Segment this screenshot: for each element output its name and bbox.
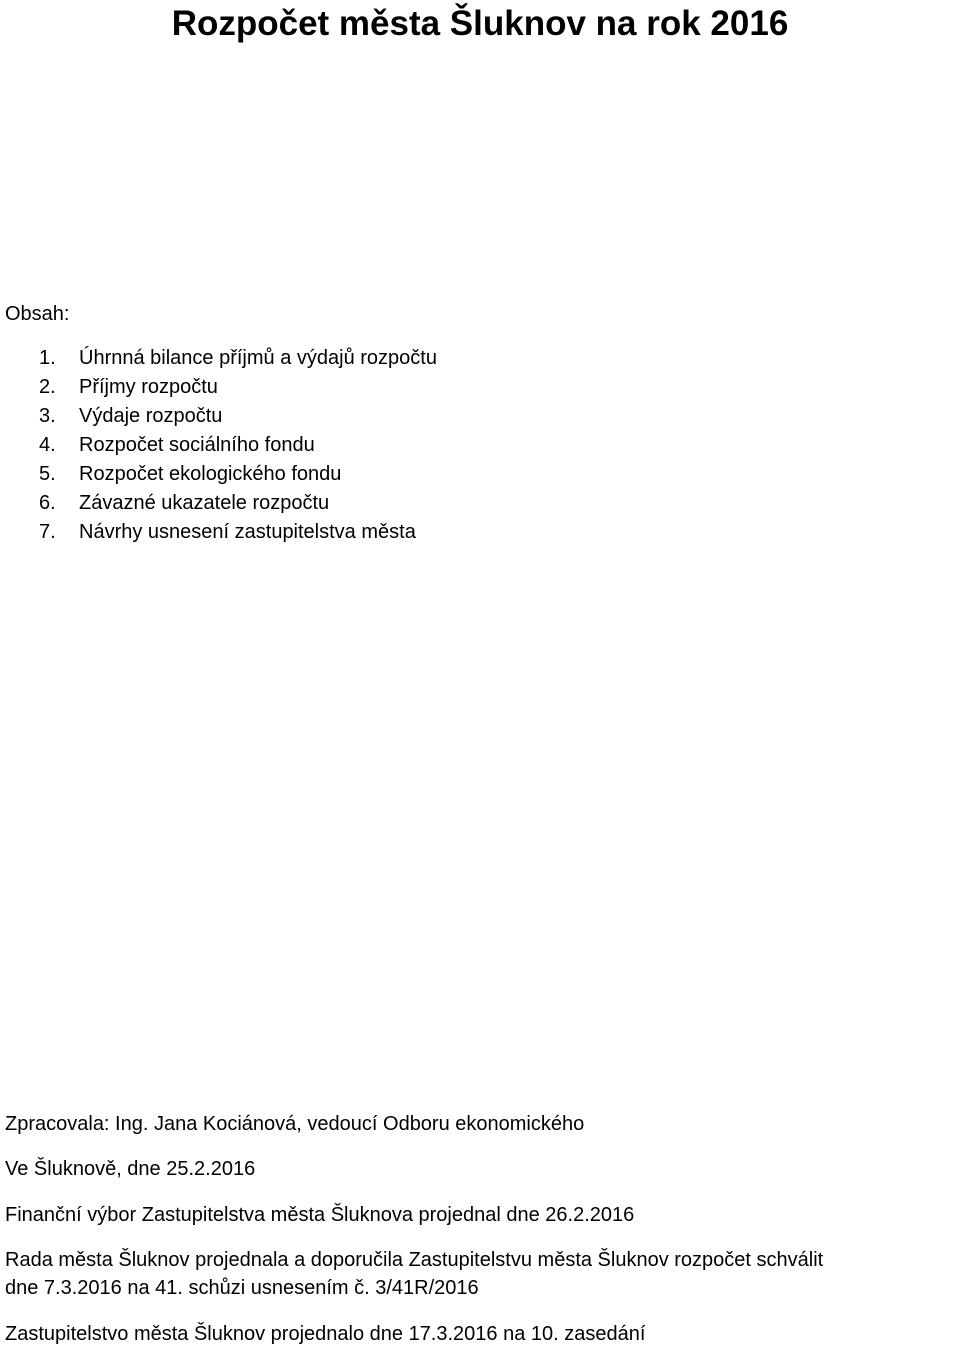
list-item bbox=[5, 431, 437, 460]
list-item-number: 2. bbox=[39, 376, 56, 398]
list-item-text: Příjmy rozpočtu bbox=[79, 376, 218, 398]
list-item-text: Závazné ukazatele rozpočtu bbox=[79, 492, 330, 514]
list-item-number: 5. bbox=[39, 463, 56, 485]
place-date: Ve Šluknově, dne 25.2.2016 bbox=[5, 1158, 256, 1180]
document-title: Rozpočet města Šluknov na rok 2016 bbox=[171, 4, 789, 43]
list-item bbox=[5, 344, 437, 373]
list-item-number: 4. bbox=[39, 434, 56, 456]
list-item bbox=[5, 373, 437, 402]
list-item-number: 3. bbox=[39, 405, 56, 427]
table-of-contents bbox=[5, 300, 437, 547]
finance-committee-note: Finanční výbor Zastupitelstva města Šluknova projednal dne 26.2.2016 bbox=[5, 1204, 635, 1226]
council-note bbox=[5, 1246, 957, 1302]
list-item-number: 6. bbox=[39, 492, 56, 514]
list-item-text: Návrhy usnesení zastupitelstva města bbox=[79, 521, 416, 543]
assembly-note: Zastupitelstvo města Šluknov projednalo dne 17.3.2016 na 10. zasedání bbox=[5, 1323, 646, 1345]
council-note-line-1: Rada města Šluknov projednala a doporučila Zastupitelstvu města Šluknov rozpočet schválit bbox=[5, 1249, 824, 1271]
prepared-by: Zpracovala: Ing. Jana Kociánová, vedoucí Odboru ekonomického bbox=[5, 1113, 585, 1135]
list-item-number: 7. bbox=[39, 521, 56, 543]
list-item bbox=[5, 402, 437, 431]
list-item-text: Úhrnná bilance příjmů a výdajů rozpočtu bbox=[79, 347, 437, 369]
list-item-text: Rozpočet ekologického fondu bbox=[79, 463, 342, 485]
contents-list bbox=[5, 344, 437, 547]
contents-label: Obsah: bbox=[5, 303, 70, 325]
list-item bbox=[5, 460, 437, 489]
list-item-text: Výdaje rozpočtu bbox=[79, 405, 223, 427]
list-item-number: 1. bbox=[39, 347, 56, 369]
council-note-line-2: dne 7.3.2016 na 41. schůzi usnesením č. 3/41R/2016 bbox=[5, 1277, 479, 1299]
list-item bbox=[5, 518, 437, 547]
list-item-text: Rozpočet sociálního fondu bbox=[79, 434, 315, 456]
list-item bbox=[5, 489, 437, 518]
